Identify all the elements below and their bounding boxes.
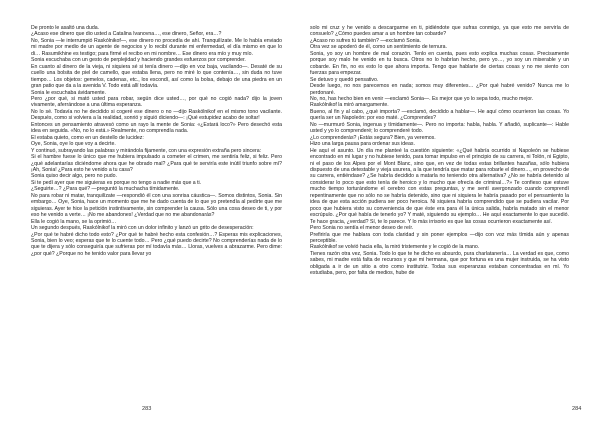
paragraph: ¿Acaso no sufres tú también? —exclamó Sonia. xyxy=(310,37,422,44)
paragraph: ¿Lo comprenderás? ¡Estás segura? Bien, ya veremos. xyxy=(310,134,436,141)
paragraph: Pero Sonia no sentía el menor deseo de reír. xyxy=(310,225,414,232)
paragraph: El estaba quieto, como en un destello de lucidez: xyxy=(31,134,144,141)
paragraph: Raskólnikof la miró amargamente. xyxy=(310,102,389,109)
paragraph: Oye, Sonia, oye lo que voy a decirte. xyxy=(31,141,116,148)
paragraph: Sonia escuchaba con un gesto de perplejidad y haciendo grandes esfuerzos por comprender. xyxy=(31,57,246,64)
paragraph: Un segundo después, Raskólnikof la miró con un dolor infinito y lanzó un grito de desesperación: xyxy=(31,225,254,232)
paragraph: Ella le cogió la mano, se la oprimió… xyxy=(31,218,117,225)
paragraph: Sonia quiso decir algo, pero no pudo. xyxy=(31,173,117,180)
paragraph: Sonia, yo soy un hombre de mal corazón. Tenlo en cuenta, pues esto explica muchas cosas. Precisamente porque soy malo he venido en tu busca. Otros no lo habrían hecho, pero yo…, yo soy un miserable y un cobarde. En fin, no es esto lo que ahora importa. Tengo que hablarte de ciertas cosas y no me siento con fuerzas para empezar. xyxy=(310,50,569,77)
paragraph: Se detuvo y quedó pensativo. xyxy=(310,76,379,83)
paragraph: ¿Por qué te habré dicho todo esto? ¿Por qué te habré hecho esta confesión…? Esperas mis explicaciones, Sonia, bien lo veo; esperas que te lo cuente todo… Pero ¿qué puedo decirte? No comprenderías nada de lo que te dijera y sólo conseguiría que sufrieras por mí todavía más… Lloras, vuelves a abrazarme. Pero dime: ¿por qué? ¿Porque no he tenido valor para llevar yo xyxy=(31,231,282,257)
paragraph: Hizo una larga pausa para ordenar sus ideas. xyxy=(310,141,415,148)
paragraph: De pronto le asaltó una duda. xyxy=(31,25,100,31)
paragraph: Prefiriría que me hablara con toda claridad y sin poner ejemplos —dijo con voz más tímida aún y apenas perceptible. xyxy=(310,231,569,244)
left-page-number: 283 xyxy=(142,406,152,412)
paragraph: Si el hambre fuese lo único que me hubiera impulsado a cometer el crimen, me sentiría feliz, si feliz. Pero ¿qué adelantarías diciéndome ahora que he obrado mal? ¿Para qué te serviría este inútil triunfo sobre mí? ¡Ah, Sonia! ¿Para esto he venido a tu casa? xyxy=(31,154,282,173)
paragraph: ¿Acaso ese dinero que dio usted a Catalina Ivanovna…, ese dinero, Señor, era…? xyxy=(31,31,222,38)
paragraph: No lo sé. Todavía no he decidido si cogeré ese dinero o no —dijo Raskólnikof en el mismo tono vacilante. Después, como si volviera a la realidad, sonrió y siguió diciendo—: ¡Qué estupidez acabo de soltar! xyxy=(31,108,282,122)
paragraph: Entonces un pensamiento atravesó como un rayo la mente de Sonia: «¿Estará loco?» Pero desechó esta idea en seguida. «No, no lo está.» Realmente, no comprendía nada. xyxy=(31,121,282,135)
paragraph: Tienes razón otra vez, Sonia. Todo lo que te he dicho es absurdo, pura charlatanería… La verdad es que, como sabes, mi madre está falta de recursos y que mi hermana, que por fortuna es una mujer instruida, se ha visto obligada a ir de un sitio a otro como institutriz. Todas sus esperanzas estaban concentradas en mí. Yo estudiaba, pero, por falta de medios, hube de xyxy=(310,250,569,277)
paragraph: No, Sonia —le interrumpió Raskólnikof—, ese dinero no procedía de ahí. Tranquilízate. Me lo había enviado mi madre por medio de un agente de negocios y lo recibí durante mi enfermedad, el día mismo en que lo di… Rasumikhine es testigo; para firmé el recibo en mi nombre… Ese dinero era mío y muy mío. xyxy=(31,37,282,57)
right-page-number: 284 xyxy=(572,406,582,412)
paragraph: solo mi cruz y he venido a descargarme en ti, pidiéndote que sufras conmigo, ya que esto me serviría de consuelo? ¿Cómo puedes amar a un hombre tan cobarde? xyxy=(310,25,569,38)
right-page xyxy=(300,0,600,424)
paragraph: No —murmuró Sonia, ingenua y tímidamente—. Pero no importa: habla, habla. Y añadió, suplicante—: Hable usted y yo lo comprenderé; lo comprenderé todo. xyxy=(310,121,569,135)
left-page-text xyxy=(31,25,282,257)
paragraph: Pero ¿por qué, si mató usted para robar, según dice usted…, por qué no cogió nada? dijo la joven vivamente, aferrándose a una última esperanza. xyxy=(31,95,282,109)
paragraph: Desde luego, no nos parecemos en nada; somos muy diferentes… ¿Por qué habré venido? Nunca me lo perdonaré. xyxy=(310,83,569,96)
paragraph: Sonia le escuchaba ávidamente. xyxy=(31,89,106,96)
right-page-text xyxy=(310,25,569,277)
paragraph: No para robar ni matar, tranquilízate —respondió él con una sonrisa cáustica—. Somos distintos, Sonia. Sin embargo… Oye, Sonia, hace un momento que me he dado cuenta de lo que yo pretendía al pedirte que me siguieras. Ayer te hice la petición instintivamente, sin comprender la causa. Sólo una cosa deseo de ti, y por eso he venido a verte… ¡No me abandones! ¿Verdad que no me abandonarás? xyxy=(31,192,282,219)
paragraph: Bueno, al fin y al cabo, ¿qué importa? —exclamó, decidido a hablar—. He aquí cómo ocurrieron las cosas. Yo quería ser un Napoleón: por eso maté. ¿Comprendes? xyxy=(310,108,569,122)
paragraph: Si te pedí ayer que me siguieras es porque no tengo a nadie más que a ti. xyxy=(31,179,202,186)
paragraph: Otra vez se apoderó de él, como un sentimiento de ternura. xyxy=(310,44,447,51)
paragraph: No, no, has hecho bien en venir —exclamó Sonia—. Es mejor que yo lo sepa todo, mucho mejor. xyxy=(310,95,534,102)
paragraph: Y continuó, subrayando las palabras y mirándola fijamente, con una expresión extraña pero sincera: xyxy=(31,147,262,154)
paragraph: Raskólnikof se volvió hacia ella, la miró tristemente y le cogió de la mano. xyxy=(310,244,480,251)
paragraph: ¿Seguirte…? ¿Para qué? —preguntó la muchacha tímidamente. xyxy=(31,186,180,193)
paragraph: En cuanto al dinero de la vieja, ni siquiera sé si tenía dinero —dijo en voz baja, vacilando—. Desaté de su cuello una bolsita de piel de camello, que estaba llena, pero no miré lo que contenía…, sin duda no tuve tiempo… Los objetos: gemelos, cadenas, etc., los escondí, así como la bolsa, debajo de una piedra en un gran patio que da a la avenida V. Todo está allí todavía. xyxy=(31,63,282,90)
paragraph: He aquí el asunto. Un día me planteé la cuestión siguiente: «¿Qué habría ocurrido si Napoleón se hubiese encontrado en mi lugar y no hubiese tenido, para tomar impulso en el principio de su carrera, ni Tolón, ni Egipto, ni el paso de los Alpes por el Mont Blanc, sino que, en vez de todas estas brillantes hazañas, sólo hubiera dispuesto de una detestable y vieja usurera, a la que tendría que matar para robarle el dinero…, en provecho de su carrera, entiéndase? ¿Se habría decidido a matarla no teniendo otra alternativa? ¿No se habría detenido al considerar lo poco que esto tenía de heroico y lo mucho que ofrecía de criminal…?» Te confieso que estuve mucho tiempo torturándome el cerebro con estas preguntas, y me sentí avergonzado cuando comprendí repentinamente que no sólo no se habría detenido, sino que ni siquiera le habría pasado por el pensamiento la idea de que esta acción pudiera ser poco heroica. Ni siquiera habría comprendido que se pudiera vacilar. Por poco que hubiera visto su conveniencia de que éste era para él la única salida, habría matado sin el menor escrúpulo. ¿Por qué había de tenerlo yo? Y maté, siguiendo su ejemplo… He aquí exactamente lo que sucedió. Te hace gracia, ¿verdad? Sí, te lo parece. Y lo más irrisorio es que las cosas ocurrieron exactamente así. xyxy=(310,147,569,225)
